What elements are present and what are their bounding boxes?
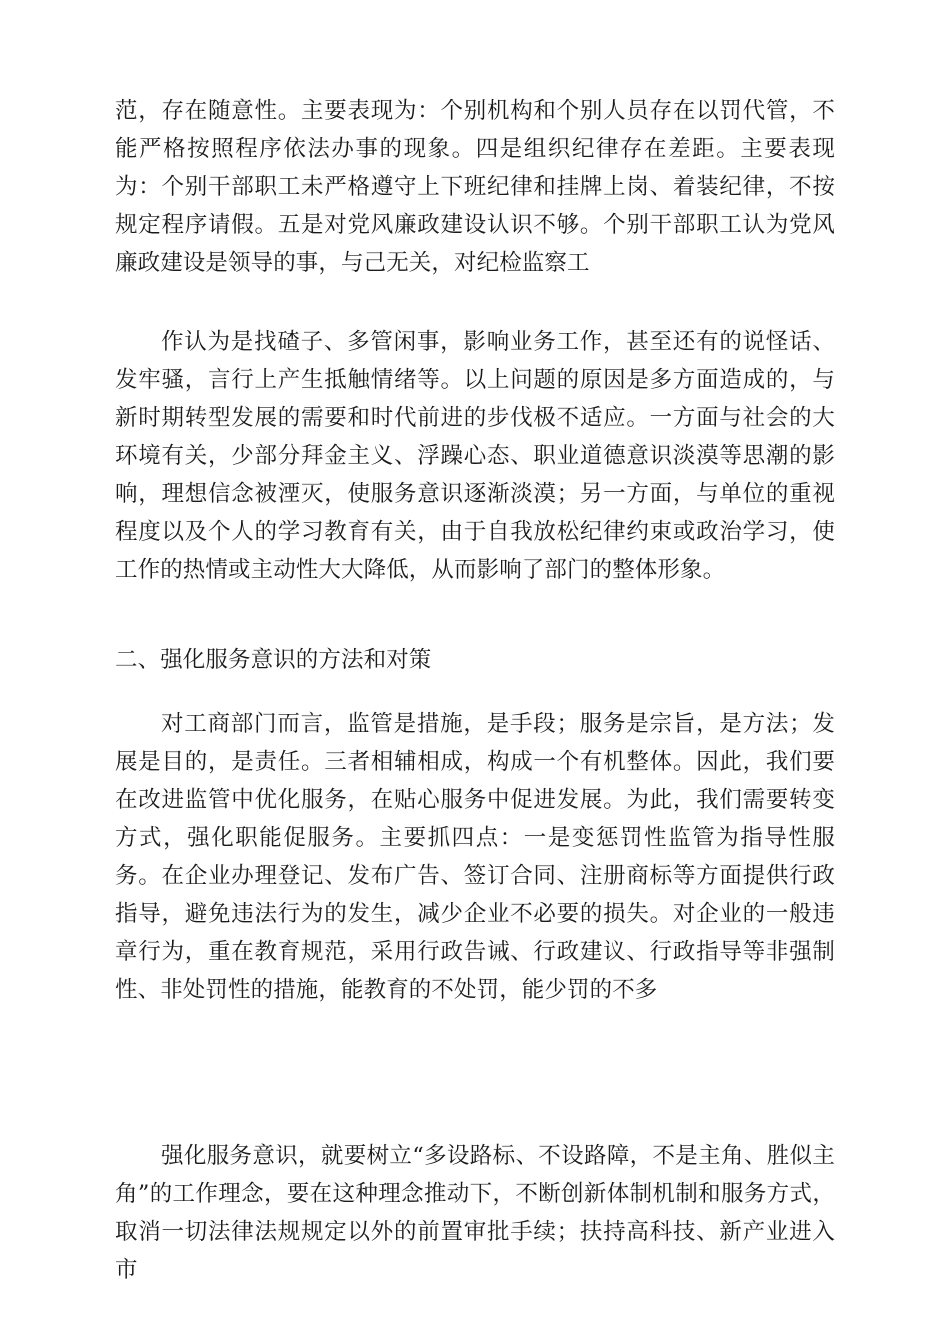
paragraph-4: 强化服务意识，就要树立“多设路标、不设路障，不是主角、胜似主角”的工作理念，要在这种理念推动下，不断创新体制机制和服务方式，取消一切法律法规规定以外的前置审批手续；扶持高科技、新产业进入市 <box>115 1143 835 1283</box>
paragraph-1: 范，存在随意性。主要表现为：个别机构和个别人员存在以罚代管，不能严格按照程序依法办事的现象。四是组织纪律存在差距。主要表现为：个别干部职工未严格遵守上下班纪律和挂牌上岗、着装纪律，不按规定程序请假。五是对党风廉政建设认识不够。个别干部职工认为党风廉政建设是领导的事，与己无关，对纪检监察工 <box>115 98 835 276</box>
paragraph-2: 作认为是找碴子、多管闲事，影响业务工作，甚至还有的说怪话、发牢骚，言行上产生抵触情绪等。以上问题的原因是多方面造成的，与新时期转型发展的需要和时代前进的步伐极不适应。一方面与社会的大环境有关，少部分拜金主义、浮躁心态、职业道德意识淡漠等思潮的影响，理想信念被湮灭，使服务意识逐渐淡漠；另一方面，与单位的重视程度以及个人的学习教育有关，由于自我放松纪律约束或政治学习，使工作的热情或主动性大大降低，从而影响了部门的整体形象。 <box>115 329 835 583</box>
section-heading: 二、强化服务意识的方法和对策 <box>115 647 432 673</box>
paragraph-3: 对工商部门而言，监管是措施，是手段；服务是宗旨，是方法；发展是目的，是责任。三者相辅相成，构成一个有机整体。因此，我们要在改进监管中优化服务，在贴心服务中促进发展。为此，我们需要转变方式，强化职能促服务。主要抓四点：一是变惩罚性监管为指导性服务。在企业办理登记、发布广告、签订合同、注册商标等方面提供行政指导，避免违法行为的发生，减少企业不必要的损失。对企业的一般违章行为，重在教育规范，采用行政告诫、行政建议、行政指导等非强制性、非处罚性的措施，能教育的不处罚，能少罚的不多 <box>115 711 835 1003</box>
